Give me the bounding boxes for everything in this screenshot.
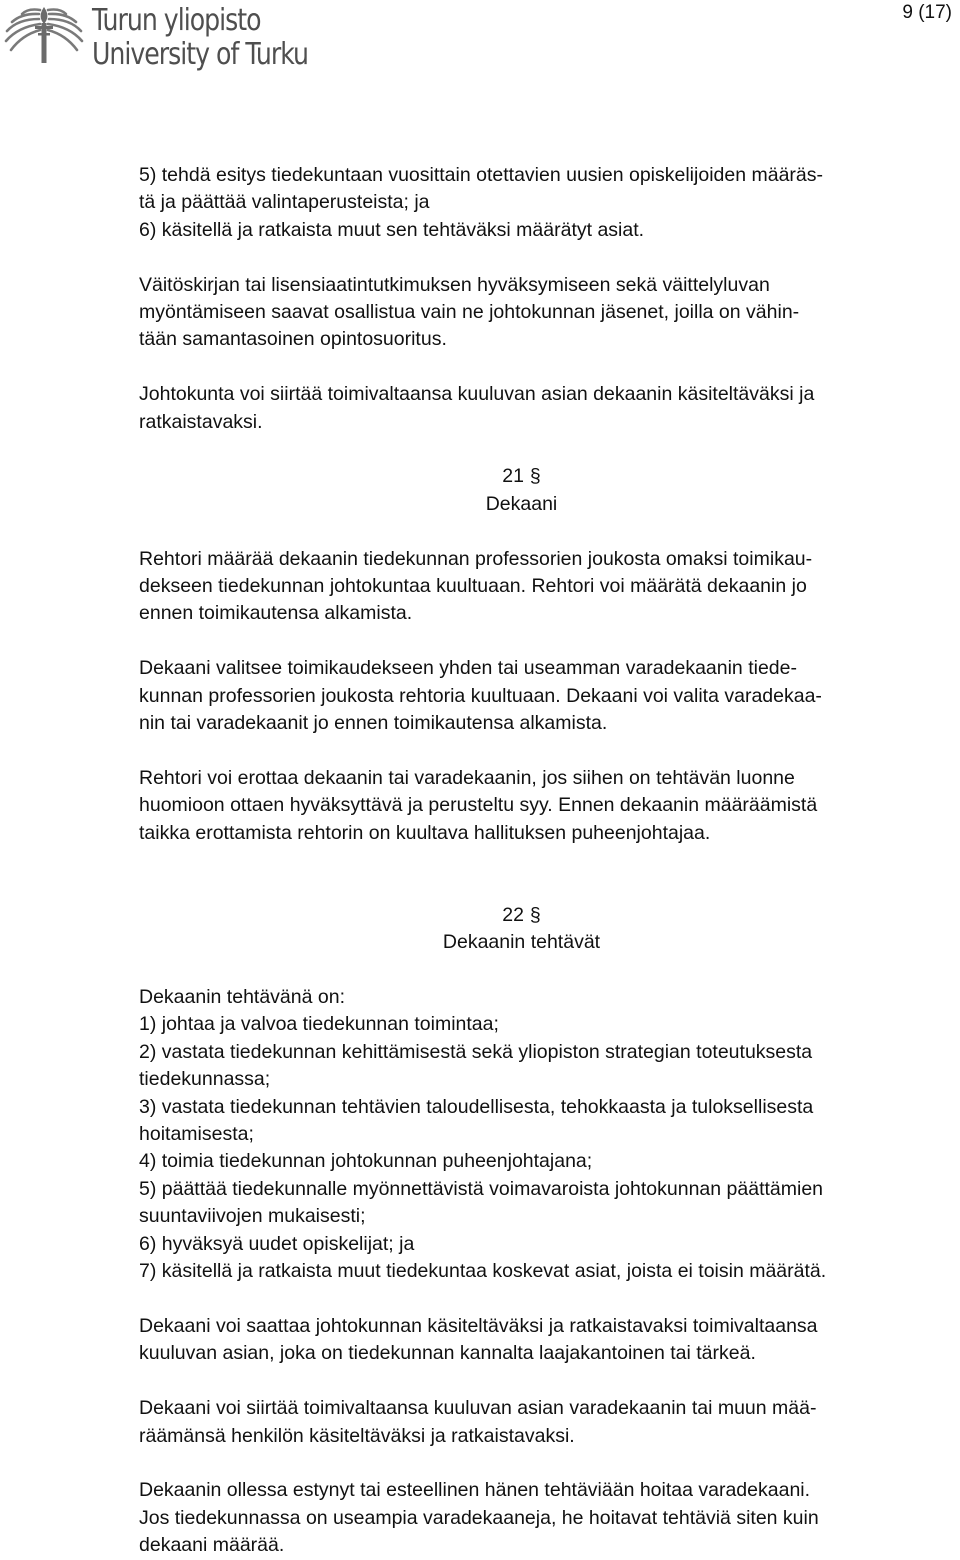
list-item-continuation: hoitamisesta; [139, 1123, 254, 1146]
section-22-heading [139, 902, 904, 957]
page-number: 9 (17) [902, 2, 952, 23]
section-21-heading [139, 463, 904, 518]
text-line: huomioon ottaen hyväksyttävä ja perusteltu syy. Ennen dekaanin määräämistä [139, 794, 818, 817]
paragraph-faculty-board-duties-end [139, 162, 959, 244]
list-item: 2) vastata tiedekunnan kehittämisestä sekä yliopiston strategian toteutuksesta [139, 1040, 813, 1063]
list-intro: Dekaanin tehtävänä on: [139, 986, 345, 1009]
text-line: nin tai varadekaanit jo ennen toimikautensa alkamista. [139, 712, 608, 735]
text-line: dekseen tiedekunnan johtokuntaa kuultuaan. Rehtori voi määrätä dekaanin jo [139, 575, 807, 598]
university-logo [0, 0, 320, 84]
logo-name-english: University of Turku [92, 37, 308, 72]
text-line: dekaani määrää. [139, 1534, 285, 1557]
text-line: Dekaani voi siirtää toimivaltaansa kuuluvan asian varadekaanin tai muun mää- [139, 1397, 817, 1420]
section-sign: § [529, 903, 541, 926]
list-item-continuation: tiedekunnassa; [139, 1068, 271, 1091]
section-title: Dekaanin tehtävät [442, 931, 601, 954]
text-line: Johtokunta voi siirtää toimivaltaansa kuuluvan asian dekaanin käsiteltäväksi ja [139, 383, 815, 406]
list-item-continuation: suuntaviivojen mukaisesti; [139, 1205, 366, 1228]
paragraph-dean-delegation [139, 1395, 959, 1450]
text-line: tä ja päättää valintaperusteista; ja [139, 191, 430, 214]
list-item: 3) vastata tiedekunnan tehtävien taloudellisesta, tehokkaasta ja tuloksellisesta [139, 1095, 814, 1118]
text-line: 6) käsitellä ja ratkaista muut sen tehtäväksi määrätyt asiat. [139, 218, 645, 241]
text-line: kuuluvan asian, joka on tiedekunnan kannalta laajakantoinen tai tärkeä. [139, 1342, 756, 1365]
paragraph-referral-to-board [139, 1313, 959, 1368]
section-title: Dekaani [485, 492, 558, 515]
text-line: taikka erottamista rehtorin on kuultava hallituksen puheenjohtajaa. [139, 821, 711, 844]
text-line: Väitöskirjan tai lisensiaatintutkimuksen hyväksymiseen sekä väittelyluvan [139, 273, 770, 296]
list-item: 4) toimia tiedekunnan johtokunnan puheenjohtajana; [139, 1150, 593, 1173]
paragraph-delegation-to-dean [139, 381, 959, 436]
text-line: Dekaanin ollessa estynyt tai esteellinen hänen tehtäviään hoitaa varadekaani. [139, 1479, 811, 1502]
section-number: 22 [502, 903, 524, 926]
paragraph-vice-dean-substitution [139, 1477, 959, 1559]
text-line: räämänsä henkilön käsiteltäväksi ja ratkaistavaksi. [139, 1424, 575, 1447]
text-line: ratkaistavaksi. [139, 410, 263, 433]
text-line: Rehtori määrää dekaanin tiedekunnan professorien joukosta omaksi toimikau- [139, 547, 813, 570]
document-body [139, 162, 959, 1560]
list-item: 6) hyväksyä uudet opiskelijat; ja [139, 1232, 415, 1255]
text-line: kunnan professorien joukosta rehtoria kuultuaan. Dekaani voi valita varadekaa- [139, 684, 822, 707]
text-line: Dekaani valitsee toimikaudekseen yhden tai useamman varadekaanin tiede- [139, 657, 797, 680]
paragraph-dean-dismissal [139, 765, 959, 847]
text-line: tään samantasoinen opintosuoritus. [139, 328, 447, 351]
text-line: Rehtori voi erottaa dekaanin tai varadekaanin, jos siihen on tehtävän luonne [139, 766, 795, 789]
list-item: 7) käsitellä ja ratkaista muut tiedekuntaa koskevat asiat, joista ei toisin määrätä. [139, 1260, 827, 1283]
list-dean-duties [139, 984, 959, 1285]
paragraph-vice-dean-selection [139, 655, 959, 737]
paragraph-dean-appointment [139, 546, 959, 628]
list-item: 5) päättää tiedekunnalle myönnettävistä voimavaroista johtokunnan päättämien [139, 1177, 824, 1200]
text-line: Jos tiedekunnassa on useampia varadekaaneja, he hoitavat tehtäviä siten kuin [139, 1506, 819, 1529]
text-line: myöntämiseen saavat osallistua vain ne johtokunnan jäsenet, joilla on vähin- [139, 301, 800, 324]
torch-emblem-icon [2, 4, 86, 66]
list-item: 1) johtaa ja valvoa tiedekunnan toimintaa; [139, 1013, 499, 1036]
section-sign: § [529, 465, 541, 488]
section-number: 21 [502, 465, 524, 488]
text-line: ennen toimikautensa alkamista. [139, 602, 413, 625]
paragraph-dissertation-approval [139, 272, 959, 354]
text-line: Dekaani voi saattaa johtokunnan käsiteltäväksi ja ratkaistavaksi toimivaltaansa [139, 1314, 818, 1337]
text-line: 5) tehdä esitys tiedekuntaan vuosittain otettavien uusien opiskelijoiden määräs- [139, 164, 823, 186]
logo-name-finnish: Turun yliopisto [92, 3, 261, 38]
